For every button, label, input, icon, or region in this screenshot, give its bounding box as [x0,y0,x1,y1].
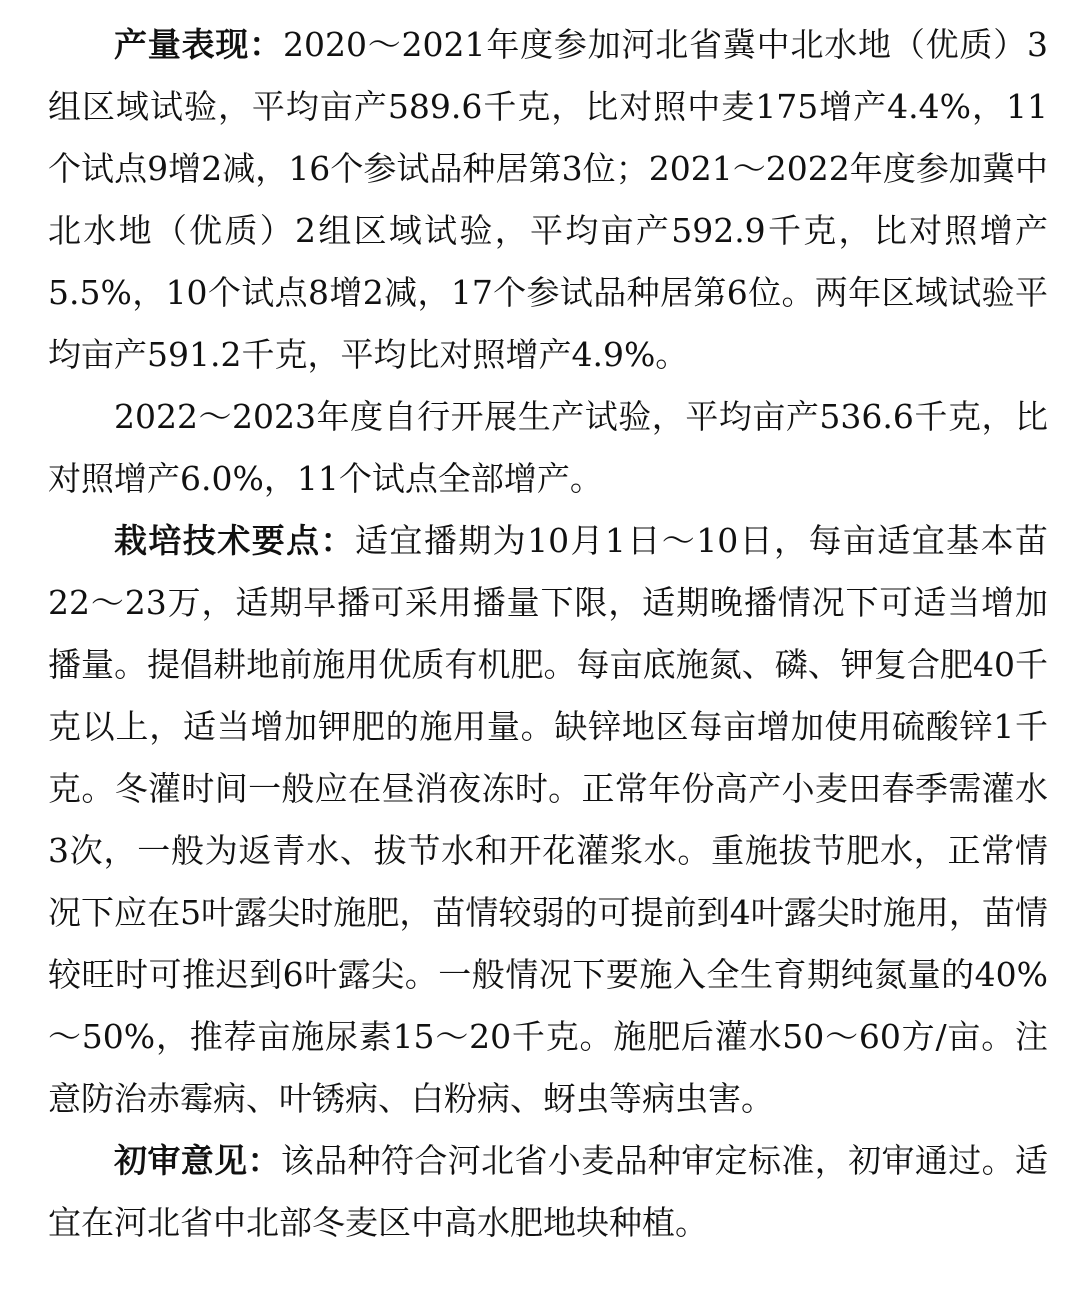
review-opinion-heading: 初审意见： [114,1141,281,1180]
yield-performance-heading: 产量表现： [114,25,283,64]
cultivation-paragraph [48,510,1048,1130]
yield-performance-paragraph [48,0,1048,386]
production-trial-text: 2022～2023年度自行开展生产试验，平均亩产536.6千克，比对照增产6.0%，11个试点全部增产。 [48,397,1048,498]
cultivation-text: 适宜播期为10月1日～10日，每亩适宜基本苗22～23万，适期早播可采用播量下限，适期晚播情况下可适当增加播量。提倡耕地前施用优质有机肥。每亩底施氮、磷、钾复合肥40千克以上，适当增加钾肥的施用量。缺锌地区每亩增加使用硫酸锌1千克。冬灌时间一般应在昼消夜冻时。正常年份高产小麦田春季需灌水3次，一般为返青水、拔节水和开花灌浆水。重施拔节肥水，正常情况下应在5叶露尖时施肥，苗情较弱的可提前到4叶露尖时施用，苗情较旺时可推迟到6叶露尖。一般情况下要施入全生育期纯氮量的40%～50%，推荐亩施尿素15～20千克。施肥后灌水50～60方/亩。注意防治赤霉病、叶锈病、白粉病、蚜虫等病虫害。 [48,521,1048,1118]
cultivation-heading: 栽培技术要点： [114,521,355,560]
review-opinion-text: 该品种符合河北省小麦品种审定标准，初审通过。适宜在河北省中北部冬麦区中高水肥地块种植。 [48,1141,1049,1242]
production-trial-paragraph [48,386,1048,510]
document-page [48,0,1048,1254]
yield-performance-text: 2020～2021年度参加河北省冀中北水地（优质）3组区域试验，平均亩产589.6千克，比对照中麦175增产4.4%，11个试点9增2减，16个参试品种居第3位；2021～2022年度参加冀中北水地（优质）2组区域试验，平均亩产592.9千克，比对照增产5.5%，10个试点8增2减，17个参试品种居第6位。两年区域试验平均亩产591.2千克，平均比对照增产4.9%。 [48,25,1048,374]
review-opinion-paragraph [48,1130,1048,1254]
